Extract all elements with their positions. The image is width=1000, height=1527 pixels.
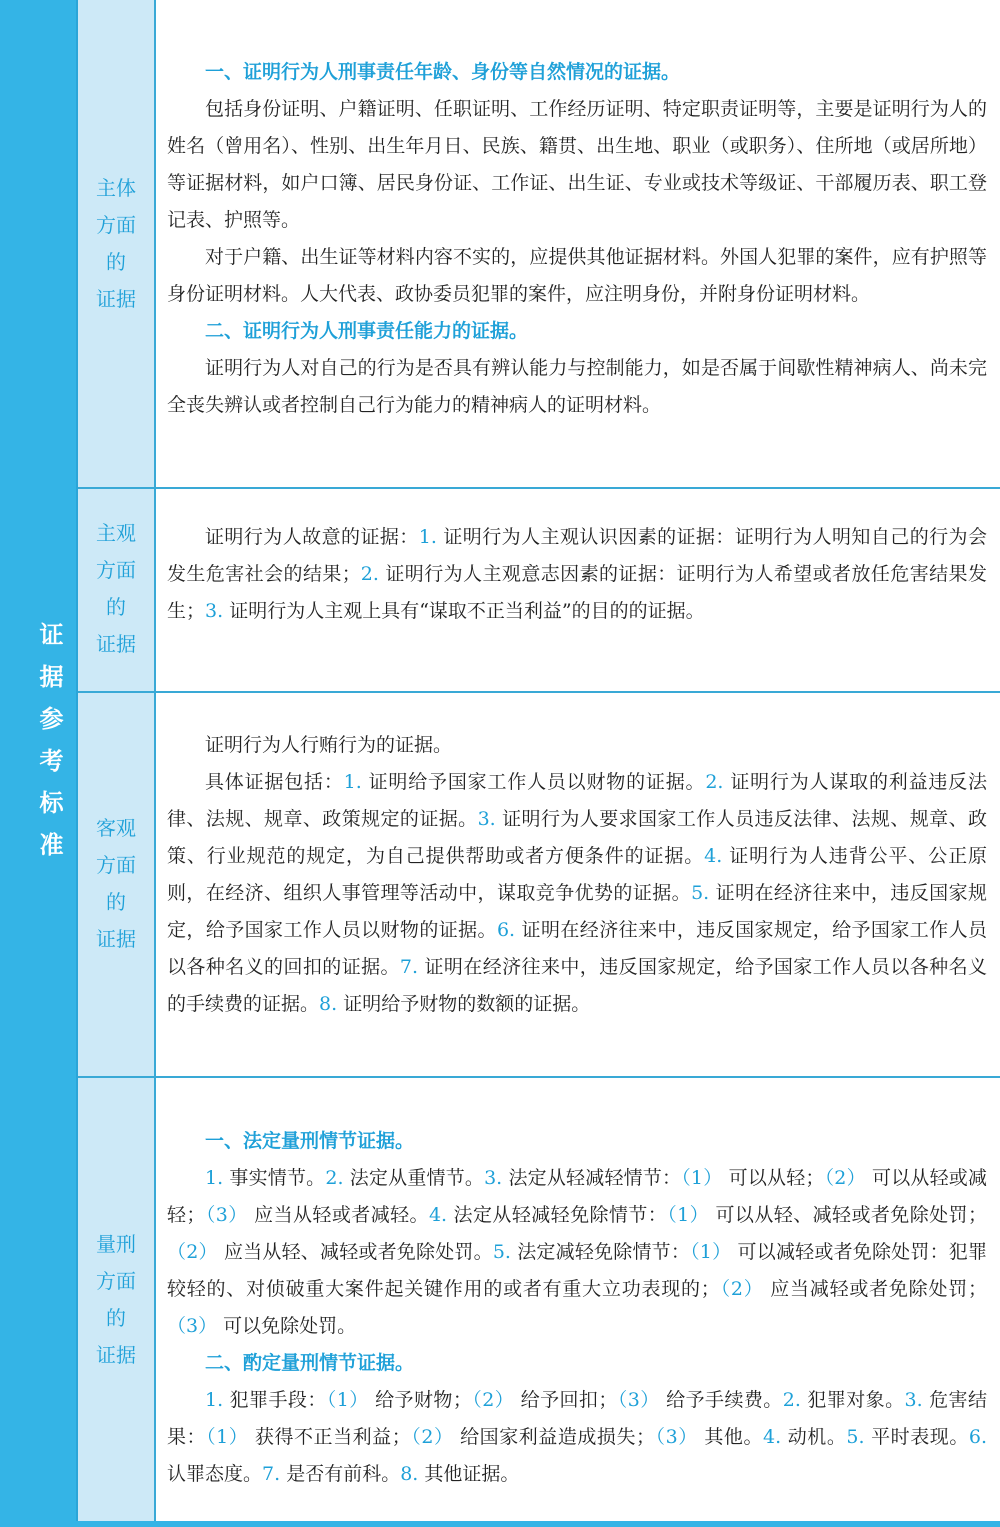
text-segment: 平时表现。 [864,1426,969,1448]
item-number: 7. [262,1463,281,1485]
text-segment: 证明行为人违背公平、公正原则，在经济、组织人事管理等活动中，谋取竞争优势的证据。 [167,845,987,904]
item-number: 1. [205,1389,224,1411]
item-number: （2） [471,1389,515,1411]
item-number: 8. [319,993,338,1015]
item-number: （1） [326,1389,369,1411]
text-segment: 证明在经济往来中，违反国家规定，给予国家工作人员以各种名义的回扣的证据。 [167,919,987,978]
text-segment: 可以减轻或者免除处罚：犯罪较轻的、对侦破重大案件起关键作用的或者有重大立功表现的； [167,1241,988,1300]
item-number: 3. [904,1389,923,1411]
paragraph: 包括身份证明、户籍证明、任职证明、工作经历证明、特定职责证明等，主要是证明行为人的姓名（曾用名）、性别、出生年月日、民族、籍贯、出生地、职业（或职务）、住所地（或居所地）等证据材料，如户口簿、居民身份证、工作证、出生证、专业或技术等级证、干部履历表、职工登记表、护照等。 [167,98,987,231]
section-heading: 一、法定量刑情节证据。 [205,1130,415,1152]
paragraph [167,1382,987,1493]
text-segment: 证明给予财物的数额的证据。 [337,993,591,1015]
row-label-objective: 客观 方面 的 证据 [96,816,136,951]
item-number: 5. [492,1241,511,1263]
row-content-sentencing [167,1123,987,1493]
item-number: （1） [690,1241,732,1263]
item-number: 4. [704,845,723,867]
section-heading: 二、酌定量刑情节证据。 [205,1352,415,1374]
item-number: 3. [205,600,224,622]
text-segment: 犯罪手段： [223,1389,327,1411]
text-segment: 应当减轻或者免除处罚； [763,1278,987,1300]
text-segment: 法定从轻减轻免除情节： [447,1204,668,1226]
paragraph: 证明行为人行贿行为的证据。 [205,734,453,756]
text-segment: 给予回扣； [514,1389,618,1411]
paragraph [167,764,987,1023]
item-number: （1） [206,1426,249,1448]
item-number: 2. [782,1389,801,1411]
text-segment: 法定从轻减轻情节： [502,1167,682,1189]
item-number: 2. [705,771,724,793]
text-segment: 给予手续费。 [659,1389,783,1411]
text-segment: 可以免除处罚。 [217,1315,357,1337]
item-number: （3） [205,1204,248,1226]
item-number: （1） [681,1167,723,1189]
text-segment: 其他证据。 [418,1463,520,1485]
paragraph: 对于户籍、出生证等材料内容不实的，应提供其他证据材料。外国人犯罪的案件，应有护照等身份证明材料。人大代表、政协委员犯罪的案件，应注明身份，并附身份证明材料。 [167,246,987,305]
item-number: 3. [477,808,496,830]
row-label-subjective: 主观 方面 的 证据 [96,521,136,656]
text-segment: 证明行为人主观意志因素的证据：证明行为人希望或者放任危害结果发生； [167,563,987,622]
text-segment: 可以从轻； [722,1167,825,1189]
text-segment: 是否有前科。 [280,1463,401,1485]
section-heading: 二、证明行为人刑事责任能力的证据。 [205,320,529,342]
item-number: 7. [399,956,419,978]
text-segment: 给予财物； [368,1389,472,1411]
item-number: 6. [496,919,516,941]
row-content-subject [167,54,987,424]
item-number: （3） [617,1389,660,1411]
item-number: 2. [360,563,379,585]
text-segment: 证明行为人主观认识因素的证据：证明行为人明知自己的行为会发生危害社会的结果； [167,526,987,585]
sidebar-title: 证据参考标准 [35,622,63,874]
item-number: （2） [719,1278,764,1300]
text-segment: 法定从重情节。 [343,1167,485,1189]
text-segment: 其他。 [697,1426,764,1448]
text-segment: 应当从轻、减轻或者免除处罚。 [217,1241,493,1263]
item-number: 5. [846,1426,865,1448]
item-number: 1. [205,1167,224,1189]
item-number: 4. [763,1426,782,1448]
text-segment: 证明在经济往来中，违反国家规定，给予国家工作人员以财物的证据。 [167,882,987,941]
text-segment: 危害结果： [167,1389,987,1448]
text-segment: 证明给予国家工作人员以财物的证据。 [361,771,706,793]
item-number: 3. [484,1167,503,1189]
text-segment: 证明行为人主观上具有“谋取不正当利益”的目的的证据。 [223,600,705,622]
text-segment: 获得不正当利益； [248,1426,411,1448]
text-segment: 证明行为人谋取的利益违反法律、法规、规章、政策规定的证据。 [167,771,987,830]
text-segment: 具体证据包括： [205,771,344,793]
text-segment: 犯罪对象。 [800,1389,905,1411]
row-divider [78,691,1000,693]
text-segment: 证明行为人故意的证据： [205,526,419,548]
item-number: 5. [691,882,710,904]
item-number: 2. [325,1167,344,1189]
item-number: （3） [167,1315,218,1337]
item-number: 6. [968,1426,988,1448]
item-number: （2） [410,1426,454,1448]
text-segment: 证明在经济往来中，违反国家规定，给予国家工作人员以各种名义的手续费的证据。 [167,956,987,1015]
row-divider [78,487,1000,489]
paragraph [167,1160,987,1345]
text-segment: 事实情节。 [223,1167,326,1189]
row-divider [78,1076,1000,1078]
item-number: 4. [428,1204,448,1226]
bottom-bar [0,1521,1000,1527]
section-heading: 一、证明行为人刑事责任年龄、身份等自然情况的证据。 [205,61,681,83]
paragraph [167,519,987,630]
item-number: （1） [667,1204,710,1226]
row-label-subject: 主体 方面 的 证据 [96,176,136,311]
sidebar [0,0,78,1521]
text-segment: 动机。 [781,1426,847,1448]
item-number: 1. [343,771,362,793]
text-segment: 可以从轻或减轻； [167,1167,987,1226]
item-number: 8. [400,1463,419,1485]
item-number: 1. [418,526,437,548]
row-label-sentencing: 量刑 方面 的 证据 [96,1232,136,1367]
text-segment: 可以从轻、减轻或者免除处罚； [709,1204,987,1226]
item-number: （2） [167,1241,218,1263]
paragraph: 证明行为人对自己的行为是否具有辨认能力与控制能力，如是否属于间歇性精神病人、尚未完全丧失辨认或者控制自己行为能力的精神病人的证明材料。 [167,357,987,416]
row-content-subjective [167,519,987,630]
text-segment: 应当从轻或者减轻。 [247,1204,429,1226]
text-segment: 给国家利益造成损失； [453,1426,656,1448]
text-segment: 认罪态度。 [167,1463,263,1485]
text-segment: 法定减轻免除情节： [510,1241,691,1263]
item-number: （3） [655,1426,698,1448]
row-content-objective [167,727,987,1023]
item-number: （2） [824,1167,866,1189]
text-segment: 证明行为人要求国家工作人员违反法律、法规、规章、政策、行业规范的规定，为自己提供帮助或者方便条件的证据。 [167,808,987,867]
